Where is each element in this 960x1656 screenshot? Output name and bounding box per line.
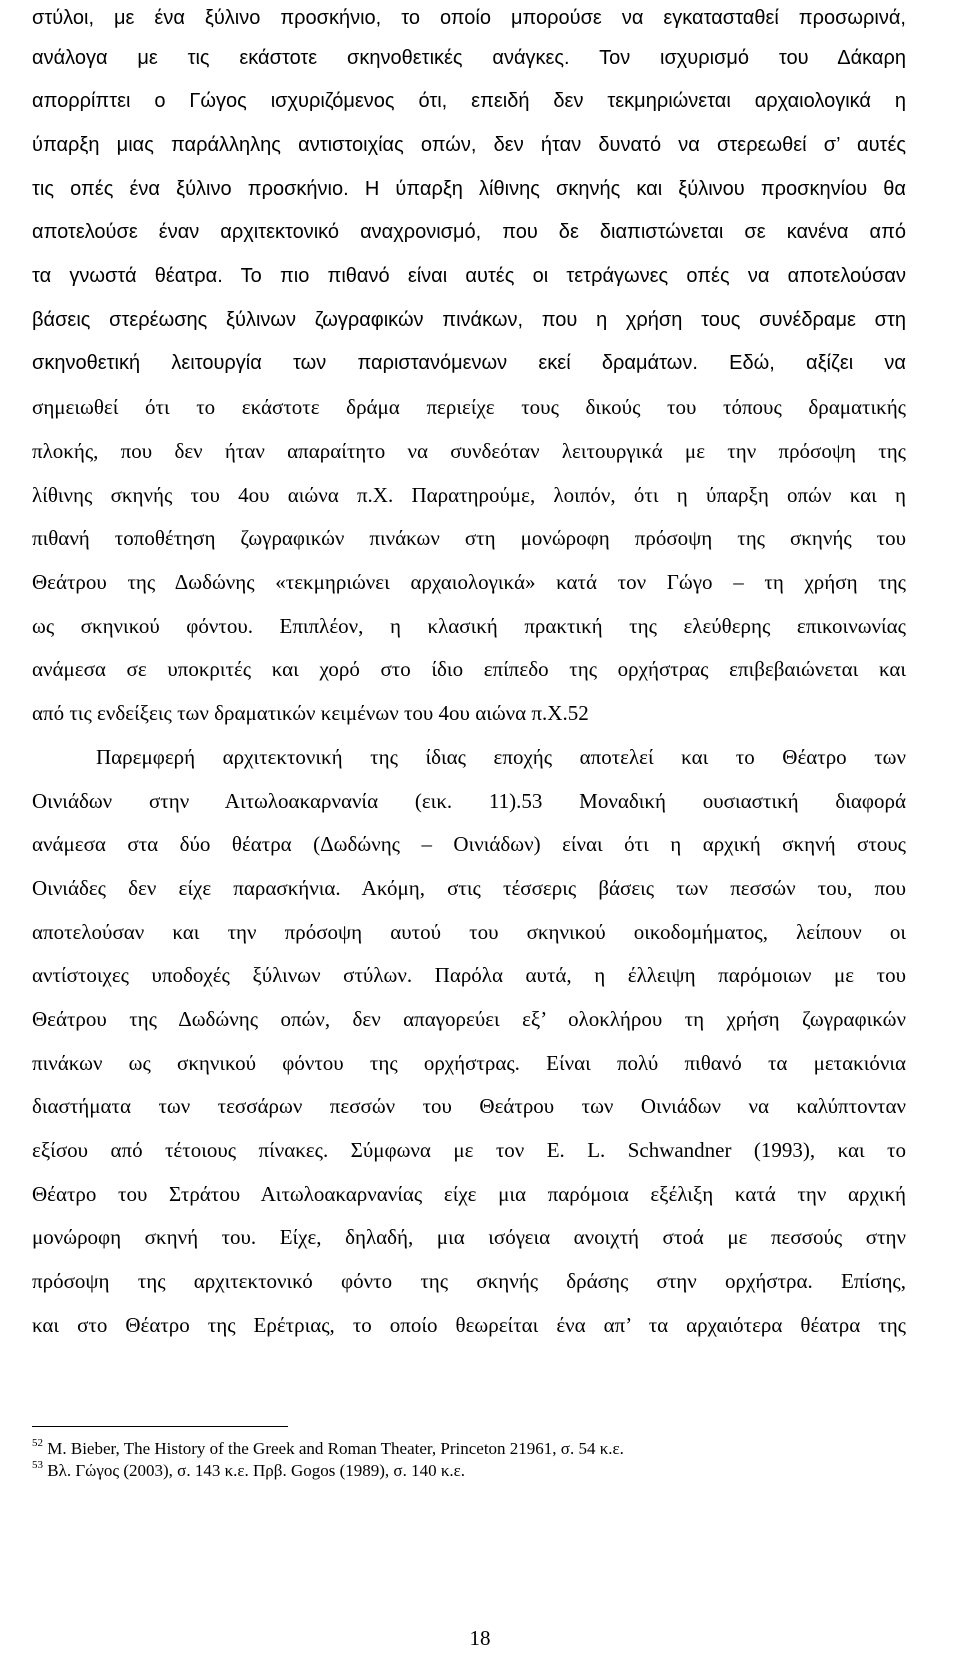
body-line: λίθινης σκηνής του 4ου αιώνα π.Χ. Παρατηρούμε, λοιπόν, ότι η ύπαρξη οπών και η	[32, 483, 906, 507]
body-line: Θεάτρου της Δωδώνης «τεκμηριώνει αρχαιολογικά» κατά τον Γώγο – τη χρήση της	[32, 570, 906, 594]
body-line: Θέατρο του Στράτου Αιτωλοακαρνανίας είχε μια παρόμοια εξέλιξη κατά την αρχική	[32, 1182, 906, 1206]
body-line: βάσεις στερέωσης ξύλινων ζωγραφικών πινάκων, που η χρήση τους συνέδραμε στη	[32, 309, 906, 331]
body-line: Θεάτρου της Δωδώνης οπών, δεν απαγορεύει εξ’ ολοκλήρου τη χρήση ζωγραφικών	[32, 1007, 906, 1031]
body-line: ανάμεσα σε υποκριτές και χορό στο ίδιο επίπεδο της ορχήστρας επιβεβαιώνεται και	[32, 657, 906, 681]
body-line: ως σκηνικού φόντου. Επιπλέον, η κλασική πρακτική της ελεύθερης επικοινωνίας	[32, 614, 906, 638]
body-line: σημειωθεί ότι το εκάστοτε δράμα περιείχε τους δικούς του τόπους δραματικής	[32, 395, 906, 419]
footnote	[32, 1438, 906, 1460]
body-line: σκηνοθετική λειτουργία των παριστανόμενων εκεί δραμάτων. Εδώ, αξίζει να	[32, 352, 906, 374]
footnote-text: Βλ. Γώγος (2003), σ. 143 κ.ε. Πρβ. Gogos (1989), σ. 140 κ.ε.	[43, 1461, 466, 1480]
footnote	[32, 1460, 906, 1482]
body-line: διαστήματα των τεσσάρων πεσσών του Θεάτρου των Οινιάδων να καλύπτονταν	[32, 1094, 906, 1118]
body-line: και στο Θέατρο της Ερέτριας, το οποίο θεωρείται ένα απ’ τα αρχαιότερα θέατρα της	[32, 1313, 906, 1337]
body-line: πιθανή τοποθέτηση ζωγραφικών πινάκων στη μονώροφη πρόσοψη της σκηνής του	[32, 526, 906, 550]
body-line: εξίσου από τέτοιους πίνακες. Σύμφωνα με τον E. L. Schwandner (1993), και το	[32, 1138, 906, 1162]
footnote-mark: 52	[32, 1437, 43, 1450]
body-line: αντίστοιχες υποδοχές ξύλινων στύλων. Παρόλα αυτά, η έλλειψη παρόμοιων με του	[32, 963, 906, 987]
body-line: Οινιάδες δεν είχε παρασκήνια. Ακόμη, στις τέσσερις βάσεις των πεσσών του, που	[32, 876, 906, 900]
page-number: 18	[469, 1626, 491, 1650]
body-line: τις οπές ένα ξύλινο προσκήνιο. Η ύπαρξη λίθινης σκηνής και ξύλινου προσκηνίου θα	[32, 178, 906, 200]
body-line: απορρίπτει ο Γώγος ισχυριζόμενος ότι, επειδή δεν τεκμηριώνεται αρχαιολογικά η	[32, 90, 906, 112]
body-line: μονώροφη σκηνή του. Είχε, δηλαδή, μια ισόγεια ανοιχτή στοά με πεσσούς στην	[32, 1225, 906, 1249]
body-line: πλοκής, που δεν ήταν απαραίτητο να συνδεόταν λειτουργικά με την πρόσοψη της	[32, 439, 906, 463]
body-line: ύπαρξη μιας παράλληλης αντιστοιχίας οπών, δεν ήταν δυνατό να στερεωθεί σ’ αυτές	[32, 134, 906, 156]
body-line: από τις ενδείξεις των δραματικών κειμένων του 4ου αιώνα π.Χ.52	[32, 701, 589, 725]
body-line: Οινιάδων στην Αιτωλοακαρνανία (εικ. 11).53 Μοναδική ουσιαστική διαφορά	[32, 789, 906, 813]
body-line: αποτελούσε έναν αρχιτεκτονικό αναχρονισμό, που δε διαπιστώνεται σε κανένα από	[32, 221, 906, 243]
body-line: πρόσοψη της αρχιτεκτονικό φόντο της σκηνής δράσης στην ορχήστρα. Επίσης,	[32, 1269, 906, 1293]
body-line: στύλοι, με ένα ξύλινο προσκήνιο, το οποίο μπορούσε να εγκατασταθεί προσωρινά,	[32, 7, 906, 29]
body-line: Παρεμφερή αρχιτεκτονική της ίδιας εποχής αποτελεί και το Θέατρο των	[96, 745, 906, 769]
body-line: πινάκων ως σκηνικού φόντου της ορχήστρας. Είναι πολύ πιθανό τα μετακιόνια	[32, 1051, 906, 1075]
body-line: τα γνωστά θέατρα. Το πιο πιθανό είναι αυτές οι τετράγωνες οπές να αποτελούσαν	[32, 265, 906, 287]
footnote-mark: 53	[32, 1459, 43, 1472]
body-line: αποτελούσαν και την πρόσοψη αυτού του σκηνικού οικοδομήματος, λείπουν οι	[32, 920, 906, 944]
footnote-separator	[32, 1426, 288, 1427]
body-line: ανάμεσα στα δύο θέατρα (Δωδώνης – Οινιάδων) είναι ότι η αρχική σκηνή στους	[32, 832, 906, 856]
footnote-text: M. Bieber, The History of the Greek and Roman Theater, Princeton 21961, σ. 54 κ.ε.	[43, 1439, 624, 1458]
body-line: ανάλογα με τις εκάστοτε σκηνοθετικές ανάγκες. Τον ισχυρισμό του Δάκαρη	[32, 47, 906, 69]
